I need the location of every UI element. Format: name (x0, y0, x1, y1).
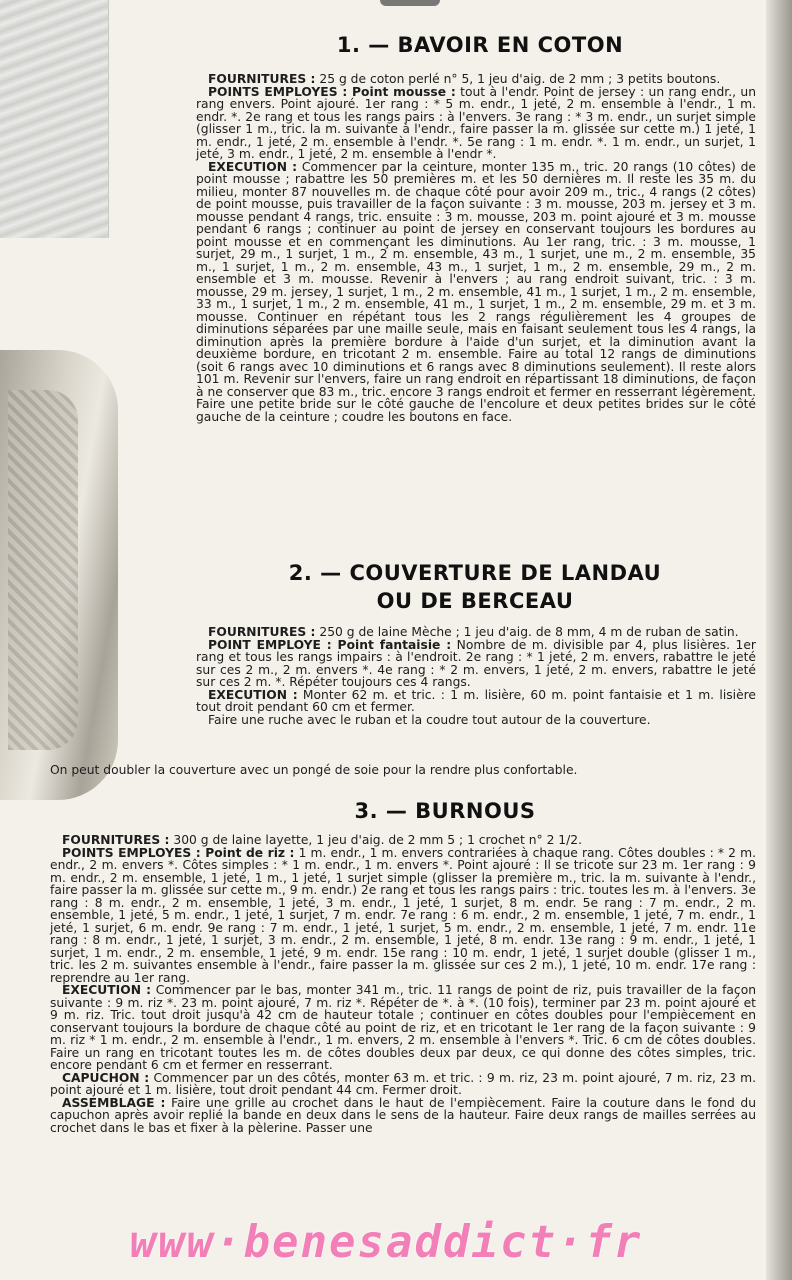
blanket-photo (0, 350, 118, 800)
paragraph (196, 639, 756, 689)
paragraph-text: Commencer par un des côtés, monter 63 m. et tric. : 9 m. riz, 23 m. point ajouré, 7 m. riz, 23 m. point ajouré et 1 m. lisière, tout droit pendant 44 cm. Fermer droit. (50, 1070, 756, 1097)
paragraph-text: tout à l'endr. Point de jersey : un rang endr., un rang envers. Point ajouré. 1er rang : * 5 m. endr., 1 jeté, 2 m. ensemble à l'endr., 1 m. endr. *. 2e rang et tous les rangs pairs : à l'envers. 3e rang : * 3 m. endr., un surjet simple (glisser 1 m., tric. la m. suivante à l'endr., faire passer la m. glissée sur cette m.) 1 jeté, 1 m. endr., 1 jeté, 2 m. ensemble à l'endr. *. 5e rang : 1 m. endr. *. 1 m. endr., un surjet, 1 jeté, 3 m. endr., 1 jeté, 2 m. ensemble à l'endr *. (196, 84, 756, 161)
paragraph (50, 984, 756, 1072)
paragraph-label: POINTS EMPLOYES : Point de riz : (62, 845, 295, 860)
paragraph-label: FOURNITURES : (208, 625, 316, 639)
paragraph: On peut doubler la couverture avec un pongé de soie pour la rendre plus confortable. (50, 763, 578, 777)
section-2-tail (50, 764, 756, 777)
watermark-text: www·benesaddict·fr (129, 1216, 643, 1268)
section-1-body (196, 73, 756, 423)
paragraph-label: EXECUTION : (208, 687, 298, 702)
section-2-body (196, 626, 756, 726)
paragraph-label: POINTS EMPLOYES : Point mousse : (208, 84, 456, 99)
section-1-title: 1. — BAVOIR EN COTON (336, 33, 624, 57)
paragraph (196, 689, 756, 714)
section-3-title: 3. — BURNOUS (354, 799, 536, 823)
paragraph-text: Commencer par le bas, monter 341 m., tric. 11 rangs de point de riz, puis travailler de la façon suivante : 9 m. riz *. 23 m. point ajouré, 7 m. riz *. Répéter de *. à *. (10 fois), terminer par 23 m. point ajouré et 9 m. riz. Tric. tout droit jusqu'à 42 cm de hauteur totale ; continuer en côtes doubles pour l'empiècement en conservant toujours la bordure de chaque côté au point de riz, et en tricotant le 1er rang de la façon suivante : 9 m. riz * 1 m. endr., 2 m. ensemble à l'endr., 1 m. envers, 2 m. ensemble à l'envers *. Tric. 6 cm de côtes doubles. Faire un rang en tricotant toutes les m. de côtes doubles deux par deux, ce qui donne des côtes simples, tric. encore pendant 6 cm et fermer en resserrant. (50, 983, 757, 1072)
paragraph-label: CAPUCHON : (62, 1070, 150, 1085)
watermark (86, 1212, 686, 1272)
section-3-body (50, 834, 756, 1134)
paragraph-label: EXECUTION : (62, 983, 151, 997)
paragraph-text: 250 g de laine Mèche ; 1 jeu d'aig. de 8 mm, 4 m de ruban de satin. (315, 625, 739, 639)
section-2-title: 2. — COUVERTURE DE LANDAU (288, 561, 662, 585)
paragraph-text: Monter 62 m. et tric. : 1 m. lisière, 60 m. point fantaisie et 1 m. lisière tout droit pendant 60 cm et fermer. (196, 687, 756, 714)
paragraph (196, 714, 756, 727)
paragraph (50, 1072, 756, 1097)
paragraph (196, 161, 756, 424)
paragraph-label: FOURNITURES : (62, 833, 170, 847)
paragraph-text: Nombre de m. divisible par 4, plus lisières. 1er rang et tous les rangs impairs : à l'endroit. 2e rang : * 1 jeté, 2 m. envers, rabattre le jeté sur ces 2 m., 2 m. envers *. 4e rang : * 2 m. envers, 1 jeté, 2 m. envers, rabattre le jeté sur ces 2 m. *. Répéter toujours ces 4 rangs. (196, 637, 756, 689)
paragraph-text: Commencer par la ceinture, monter 135 m., tric. 20 rangs (10 côtes) de point mousse ; rabattre les 50 premières m. et les 50 dernières m. Il reste les 35 m. du milieu, monter 87 nouvelles m. de chaque côté pour avoir 209 m., tric., 4 rangs (2 côtes) de point mousse, puis travailler de la façon suivante : 3 m. mousse, 203 m. jersey et 3 m. mousse pendant 4 rangs, tric. ensuite : 3 m. mousse, 203 m. point ajouré et 3 m. mousse pendant 6 rangs ; continuer au point de jersey en conservant toujours les bordures au point mousse et en commençant les diminutions. Au 1er rang, tric. : 3 m. mousse, 1 surjet, 29 m., 1 surjet, 1 m., 2 m. ensemble, 43 m., 1 surjet, une m., 2 m. ensemble, 35 m., 1 surjet, 1 m., 2 m. ensemble, 43 m., 1 surjet, 1 m., 2 m. ensemble, 29 m., 2 m. ensemble et 3 m. mousse. Revenir à l'envers ; au rang endroit suivant, tric. : 3 m. mousse, 29 m. jersey, 1 surjet, 1 m., 2 m. ensemble, 41 m., 1 surjet, 1 m., 2 m. ensemble, 33 m., 1 surjet, 1 m., 2 m. ensemble, 41 m., 1 surjet, 1 m., 2 m. ensemble, 29 m. et 3 m. mousse. Continuer en répétant tous les 2 rangs régulièrement les 4 groupes de diminutions séparées par une maille seule, mais en faisant seulement tous les 4 rangs, la diminution après la première bordure à l'aide d'un surjet, et la diminution avant la deuxième bordure, en tricotant 2 m. ensemble. Faire au total 12 rangs de diminutions (soit 6 rangs avec 10 diminutions et 6 rangs avec 8 diminutions seulement). Il reste alors 101 m. Revenir sur l'envers, faire un rang endroit en répartissant 18 diminutions, de façon à ne conserver que 83 m., tric. encore 3 rangs endroit et fermer en resserrant légèrement. Faire une petite bride sur le côté gauche de l'encolure et deux petites brides sur le côté gauche de la ceinture ; coudre les boutons en face. (196, 159, 756, 424)
paragraph-text: Faire une grille au crochet dans le haut de l'empiècement. Faire la couture dans le fond du capuchon après avoir replié la bande en deux dans le sens de la hauteur. Faire deux rangs de mailles serrées au crochet dans le bas et fixer à la pèlerine. Passer une (50, 1095, 756, 1135)
paragraph-label: FOURNITURES : (208, 72, 316, 86)
knit-photo-top (0, 0, 109, 238)
paragraph-label: EXECUTION : (208, 159, 298, 174)
paragraph (196, 86, 756, 161)
paragraph (50, 847, 756, 985)
paragraph (50, 1097, 756, 1135)
section-2-subtitle: OU DE BERCEAU (376, 589, 574, 613)
paragraph-text: Faire une ruche avec le ruban et la coudre tout autour de la couverture. (208, 712, 651, 727)
paragraph-label: ASSEMBLAGE : (62, 1095, 166, 1110)
page-binding-edge (766, 0, 792, 1280)
paragraph-text: 300 g de laine layette, 1 jeu d'aig. de 2 mm 5 ; 1 crochet n° 2 1/2. (169, 833, 583, 847)
paragraph-text: 25 g de coton perlé n° 5, 1 jeu d'aig. de 2 mm ; 3 petits boutons. (315, 72, 721, 86)
page-smudge (380, 0, 440, 6)
paragraph-text: 1 m. endr., 1 m. envers contrariées à chaque rang. Côtes doubles : * 2 m. endr., 2 m. envers *. Côtes simples : * 1 m. endr., 1 m. envers *. Point ajouré : Il se tricote sur 23 m. 1er rang : 9 m. endr., 2 m. ensemble, 1 jeté, 1 m., 1 jeté, 1 surjet simple (glisser la première m., tric. la m. suivante à l'endr., faire passer la m. glissée sur cette m., 9 m. endr.) 2e rang et tous les rangs pairs : tric. toutes les m. à l'envers. 3e rang : 8 m. endr., 2 m. ensemble, 1 jeté, 3 m. endr., 1 jeté, 1 surjet, 8 m. endr. 5e rang : 7 m. endr., 2 m. ensemble, 1 jeté, 5 m. endr., 1 jeté, 1 surjet, 7 m. endr. 7e rang : 6 m. endr., 2 m. ensemble, 1 jeté, 7 m. endr., 1 jeté, 1 surjet, 6 m. endr. 9e rang : 7 m. endr., 1 jeté, 1 surjet, 5 m. endr., 2 m. ensemble, 1 jeté, 7 m. endr. 11e rang : 8 m. endr., 1 jeté, 1 surjet, 3 m. endr., 2 m. ensemble, 1 jeté, 8 m. endr. 13e rang : 9 m. endr., 1 jeté, 1 surjet, 1 m. endr., 2 m. ensemble, 1 jeté, 9 m. endr. 15e rang : 10 m. endr, 1 jeté, 1 surjet double (glisser 1 m., tric. les 2 m. suivantes ensemble à l'endr., faire passer la m. glissée sur ces 2 m.), 1 jeté, 10 m. endr. 17e rang : reprendre au 1er rang. (50, 845, 756, 985)
paragraph-label: POINT EMPLOYE : Point fantaisie : (208, 637, 452, 652)
